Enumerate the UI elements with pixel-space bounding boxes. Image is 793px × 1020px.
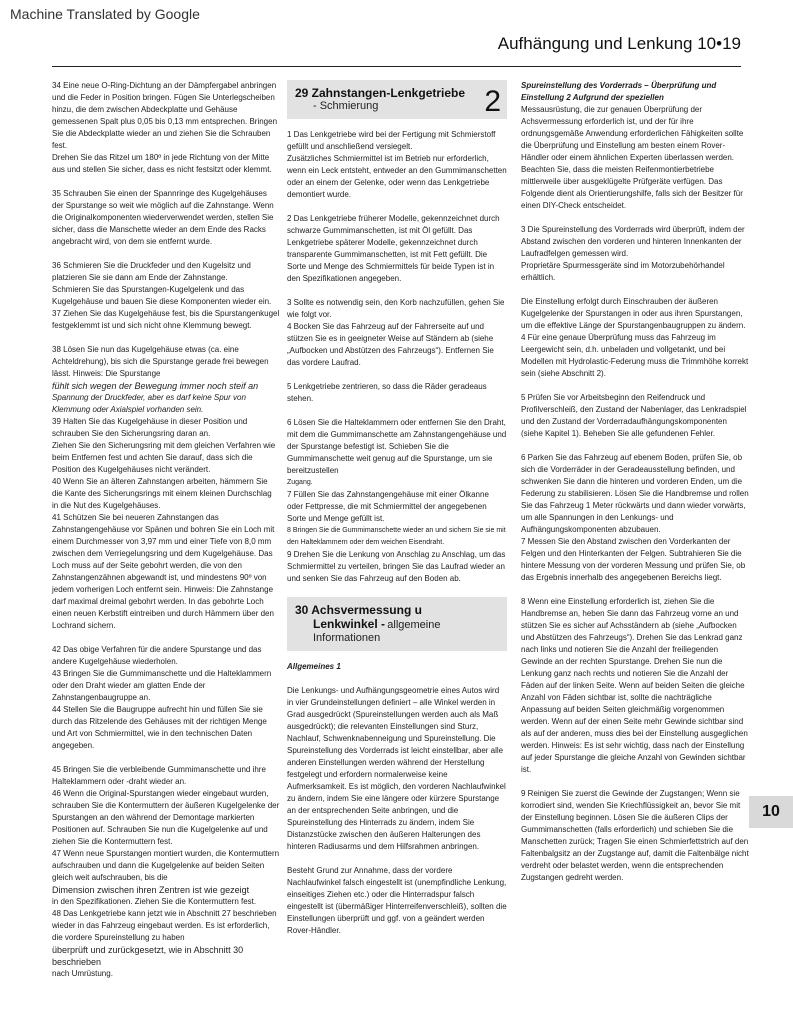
section-30-heading [287,597,507,651]
paragraph: 39 Halten Sie das Kugelgehäuse in dieser Position und schrauben Sie den Sicherungsring daran an. [52,417,248,438]
section-subtitle: allgemeine Informationen [313,619,441,644]
paragraph: 3 Die Spureinstellung des Vorderrads wird überprüft, indem der Abstand zwischen den vorderen und hinteren Innenkanten der Laufradfelgen gemessen wird. [521,225,745,258]
paragraph: 45 Bringen Sie die verbleibende Gummimanschette und ihre Halteklammern oder -draht wieder an. [52,765,266,786]
paragraph: Zugang. [287,479,313,486]
paragraph: Proprietäre Spurmessgeräte sind im Motorzubehörhandel erhältlich. [521,261,725,282]
paragraph: 5 Prüfen Sie vor Arbeitsbeginn den Reifendruck und Profilverschleiß, den Zustand der Nabenlager, das Lenkradspiel und den Zustand der Vorderradaufhängungskomponenten (siehe Kapitel 1). Beheben Sie alle gefundenen Fehler. [521,393,747,438]
paragraph: 3 Sollte es notwendig sein, den Korb nachzufüllen, gehen Sie wie folgt vor. [287,298,505,319]
paragraph: 43 Bringen Sie die Gummimanschette und die Halteklammern oder den Draht wieder am glatten Ende der Zahnstangenbaugruppe an. [52,669,272,702]
paragraph: 37 Ziehen Sie das Kugelgehäuse fest, bis die Spurstangenkugel festgeklemmt ist und sich nicht ohne Klemmung bewegt. [52,309,280,330]
subheading: Spureinstellung des Vorderrads – Überprüfung und Einstellung 2 Aufgrund der speziellen [521,81,717,102]
difficulty-number: 2 [484,85,501,118]
paragraph: 9 Reinigen Sie zuerst die Gewinde der Zugstangen; Wenn sie korrodiert sind, wenden Sie Kriechflüssigkeit an, bevor Sie mit der Einstellung beginnen. Lösen Sie die äußeren Clips der Gummimanschetten (falls erforderlich) und schieben Sie die Manschetten zurück; Tragen Sie einen Schmierfettstrich auf den Faltenbalgsitz an der Zugstange auf, damit die Faltenbälge nicht verdreht oder belastet werden, wenn die entsprechenden Zugstangen gedreht werden. [521,789,749,882]
paragraph: Schmieren Sie das Spurstangen-Kugelgelenk und das Kugelgehäuse und bauen Sie diese Komponenten wieder ein. [52,285,272,306]
paragraph: 38 Lösen Sie nun das Kugelgehäuse etwas (ca. eine Achteldrehung), bis sich die Spurstange gerade frei bewegen lässt. Hinweis: Die Spurstange [52,345,269,378]
paragraph: 1 Das Lenkgetriebe wird bei der Fertigung mit Schmierstoff gefüllt und anschließend versiegelt. [287,130,496,151]
paragraph: 35 Schrauben Sie einen der Spannringe des Kugelgehäuses der Spurstange so weit wie möglich auf die Zahnstange. Wenn die Originalkomponenten wiederverwendet werden, stellen Sie sicher, dass die Manschette wieder an dem Ende des Racks angebracht wird, von dem sie entfernt wurde. [52,189,274,246]
paragraph: 8 Wenn eine Einstellung erforderlich ist, ziehen Sie die Handbremse an, heben Sie dann das Fahrzeug vorne an und stützen Sie es sicher auf Achsständern ab (siehe „Aufbocken und Abstützen des Fahrzeugs“). Drehen Sie das Lenkrad ganz nach links und notieren Sie die Anzahl der freiliegenden Gewinde an der rechten Spurstange. Drehen Sie nun die Lenkung ganz nach rechts und notieren Sie die Anzahl der Fäden auf der linken Seite. Wenn auf beiden Seiten die gleiche Anzahl von Fäden sichtbar ist, sollte die nachträgliche Anpassung auf beiden Seiten gleichmäßig vorgenommen werden. Wenn auf der einen Seite mehr Gewinde sichtbar sind als auf der anderen, muss dies bei der Einstellung ausgeglichen werden. Hinweis: Es ist sehr wichtig, dass nach der Einstellung auf jeder Spurstange die gleiche Anzahl von Gewinden sichtbar ist. [521,597,748,774]
paragraph: 47 Wenn neue Spurstangen montiert wurden, die Kontermuttern aufschrauben und dann die Kugelgelenke auf beiden Seiten gleich weit aufschrauben, bis die [52,849,280,882]
column-middle [287,80,507,937]
paragraph: in den Spezifikationen. Ziehen Sie die Kontermuttern fest. [52,897,257,906]
section-subtitle: - Schmierung [313,100,379,112]
paragraph: 2 Das Lenkgetriebe früherer Modelle, gekennzeichnet durch schwarze Gummimanschetten, ist mit Öl gefüllt. Das Lenkgetriebe späterer Modelle, gekennzeichnet durch transparente Gummimanschetten, ist mit Fett gefüllt. Die Sorte und Menge des Schmiermittels für beide Typen ist in den Spezifikationen angegeben. [287,214,500,283]
paragraph: fühlt sich wegen der Bewegung immer noch steif an [52,381,259,391]
paragraph: Messausrüstung, die zur genauen Überprüfung der Achsvermessung erforderlich ist, und der für ihre ordnungsgemäße Anwendung erforderlichen Fähigkeiten sollte die Überprüfung und Einstellung am besten einem Rover-Händler oder einem ähnlichen Experten überlassen werden. Beachten Sie, dass die meisten Reifenmontierbetriebe mittlerweile über ausgeklügelte Prüfgeräte verfügen. Das Folgende dient als Orientierungshilfe, falls sich der Besitzer für einen DIY-Check entscheidet. [521,105,744,210]
paragraph: 42 Das obige Verfahren für die andere Spurstange und das andere Kugelgehäuse wiederholen. [52,645,262,666]
paragraph: 6 Parken Sie das Fahrzeug auf ebenem Boden, prüfen Sie, ob sich die Vorderräder in der Geradeausstellung befinden, und schwenken Sie dann die hinteren und vorderen Enden, um die Federung zu stabilisieren. Lösen Sie die Handbremse und rollen Sie das Fahrzeug 1 Meter rückwärts und dann wieder vorwärts, um alle Spannungen in den Lenkungs- und Aufhängungskomponenten abzubauen. [521,453,749,534]
section-title: 30 Achsvermessung u [295,603,422,617]
page-header: Aufhängung und Lenkung 10•19 [497,34,741,53]
paragraph: Zusätzliches Schmiermittel ist im Betrieb nur erforderlich, wenn ein Leck entsteht, entweder an den Gummimanschetten oder an einem der Gelenke, oder wenn das Lenkgetriebe demontiert wurde. [287,154,507,199]
column-left [52,80,280,980]
paragraph: 41 Schützen Sie bei neueren Zahnstangen das Zahnstangengehäuse vor Spänen und bohren Sie ein Loch mit einem Durchmesser von 3,97 mm und einer Tiefe von 8,0 mm zwischen dem Verriegelungsring und dem Kugelgehäuse. Das Loch muss auf der Seite gebohrt werden, die von den Zahnstangenzähnen abgewandt ist, und mindestens 90º von jedem vorherigen Loch entfernt sein. Hinweis: Die Zahnstange darf maximal dreimal gebohrt werden. In das gebohrte Loch einen neuen Kerbstift eintreiben und durch Hämmern über den Lochrand sichern. [52,513,275,630]
paragraph: 5 Lenkgetriebe zentrieren, so dass die Räder geradeaus stehen. [287,382,487,403]
paragraph: Ziehen Sie den Sicherungsring mit dem gleichen Verfahren wie beim Entfernen fest und achten Sie darauf, dass sich die Position des Kugelgehäuses nicht verändert. [52,441,276,474]
chapter-tab: 10 [749,796,793,828]
paragraph: 48 Das Lenkgetriebe kann jetzt wie in Abschnitt 27 beschrieben wieder in das Fahrzeug eingebaut werden. Es ist erforderlich, die vordere Spureinstellung zu haben [52,909,277,942]
section-title: 29 Zahnstangen-Lenkgetriebe [295,86,466,100]
paragraph: Drehen Sie das Ritzel um 180º in jede Richtung von der Mitte aus und stellen Sie sicher, dass es nicht festsitzt oder klemmt. [52,153,272,174]
paragraph: 7 Füllen Sie das Zahnstangengehäuse mit einer Ölkanne oder Fettpresse, die mit Schmiermittel der angegebenen Sorte und Menge gefüllt ist. [287,490,489,523]
paragraph: 7 Messen Sie den Abstand zwischen den Vorderkanten der Felgen und den Hinterkanten der Felgen. Subtrahieren Sie die hintere Messung von der vorderen Messung und prüfen Sie, ob das Ergebnis innerhalb des angegebenen Bereichs liegt. [521,537,746,582]
machine-translation-banner: Machine Translated by Google [10,6,200,22]
subheading: Allgemeines 1 [287,662,341,671]
paragraph: 46 Wenn die Original-Spurstangen wieder eingebaut wurden, schrauben Sie die Kontermuttern der äußeren Kugelgelenke der Spurstangen an den während der Demontage markierten Positionen auf. Schrauben Sie nun die Kugelgelenke auf und ziehen Sie die Kontermuttern fest. [52,789,280,846]
paragraph: Die Lenkungs- und Aufhängungsgeometrie eines Autos wird in vier Grundeinstellungen definiert – alle Winkel werden in Grad ausgedrückt (Spureinstellungen werden auch als Maß ausgedrückt); die relevanten Einstellungen sind Sturz, Nachlauf, Schwenknabenneigung und Spureinstellung. Die Spureinstellung des Vorderrads ist leicht einstellbar, aber alle anderen Einstellungen werden während der Herstellung festgelegt und erfordern normalerweise keine Aufmerksamkeit. Es ist möglich, den vorderen Nachlaufwinkel zu ändern, indem Sie eine längere oder kürzere Spurstange an der entsprechenden Seite anbringen, und die Spureinstellung des Hinterrads zu ändern, indem Sie Distanzstücke zwischen den äußeren Halterungen des hinteren Radiusarms und dem Hilfsrahmen anbringen. [287,686,506,851]
column-right [521,80,749,884]
paragraph: 44 Stellen Sie die Baugruppe aufrecht hin und füllen Sie sie durch das Ritzelende des Gehäuses mit der richtigen Menge und Art von Schmiermittel, wie in den technischen Daten angegeben. [52,705,267,750]
paragraph: nach Umrüstung. [52,969,113,978]
paragraph: 4 Für eine genaue Überprüfung muss das Fahrzeug im Leergewicht sein, d.h. unbeladen und vollgetankt, und bei Modellen mit Hydrolastic-Federung muss die Trimmhöhe korrekt sein (siehe Abschnitt 2). [521,333,749,378]
section-29-heading [287,80,507,119]
paragraph: 6 Lösen Sie die Halteklammern oder entfernen Sie den Draht, mit dem die Gummimanschette am Zahnstangengehäuse und der Spurstange befestigt ist. Schieben Sie die Gummimanschette weit genug auf die Spurstange, um sie bereitzustellen [287,418,507,475]
paragraph: 8 Bringen Sie die Gummimanschette wieder an und sichern Sie sie mit den Halteklammern oder dem weichen Eisendraht. [287,527,506,546]
paragraph: Besteht Grund zur Annahme, dass der vordere Nachlaufwinkel falsch eingestellt ist (unempfindliche Lenkung, einseitiges Ziehen etc.) oder die Hinterradspur falsch eingestellt ist (übermäßiger Hinterreifenverschleiß), sollten die Einstellungen überprüft und ggf. von a geändert werden Rover-Händler. [287,866,507,935]
paragraph: 40 Wenn Sie an älteren Zahnstangen arbeiten, hämmern Sie die Kante des Sicherungsrings mit einem kleinen Durchschlag in die Nut des Kugelgehäuses. [52,477,272,510]
section-title-line2: Lenkwinkel - [313,617,386,631]
paragraph: Die Einstellung erfolgt durch Einschrauben der äußeren Kugelgelenke der Spurstangen in oder aus ihren Spurstangen, um die effektive Länge der Spurstangenbaugruppen zu ändern. [521,297,746,330]
paragraph: 36 Schmieren Sie die Druckfeder und den Kugelsitz und platzieren Sie sie dann am Ende der Zahnstange. [52,261,251,282]
paragraph: Dimension zwischen ihren Zentren ist wie gezeigt [52,885,250,895]
paragraph: 4 Bocken Sie das Fahrzeug auf der Fahrerseite auf und stützen Sie es in geeigneter Weise auf Ständern ab (siehe „Aufbocken und Abstützen des Fahrzeugs“). Entfernen Sie das vordere Laufrad. [287,322,494,367]
paragraph: überprüft und zurückgesetzt, wie in Abschnitt 30 beschrieben [52,945,244,967]
paragraph: 9 Drehen Sie die Lenkung von Anschlag zu Anschlag, um das Schmiermittel zu verteilen, bringen Sie das Laufrad wieder an und senken Sie das Fahrzeug auf den Boden ab. [287,550,506,583]
header-rule [52,66,741,67]
paragraph: Spannung der Druckfeder, aber es darf keine Spur von Klemmung oder Axialspiel vorhanden sein. [52,393,246,414]
paragraph: 34 Eine neue O-Ring-Dichtung an der Dämpfergabel anbringen und die Feder in Position bringen. Fügen Sie Unterlegscheiben hinzu, die dem zwischen Abdeckplatte und Gehäuse gemessenen Spalt plus 0,05 bis 0,13 mm entsprechen. Bringen Sie die Abdeckplatte wieder an und ziehen Sie die Schrauben fest. [52,81,278,150]
